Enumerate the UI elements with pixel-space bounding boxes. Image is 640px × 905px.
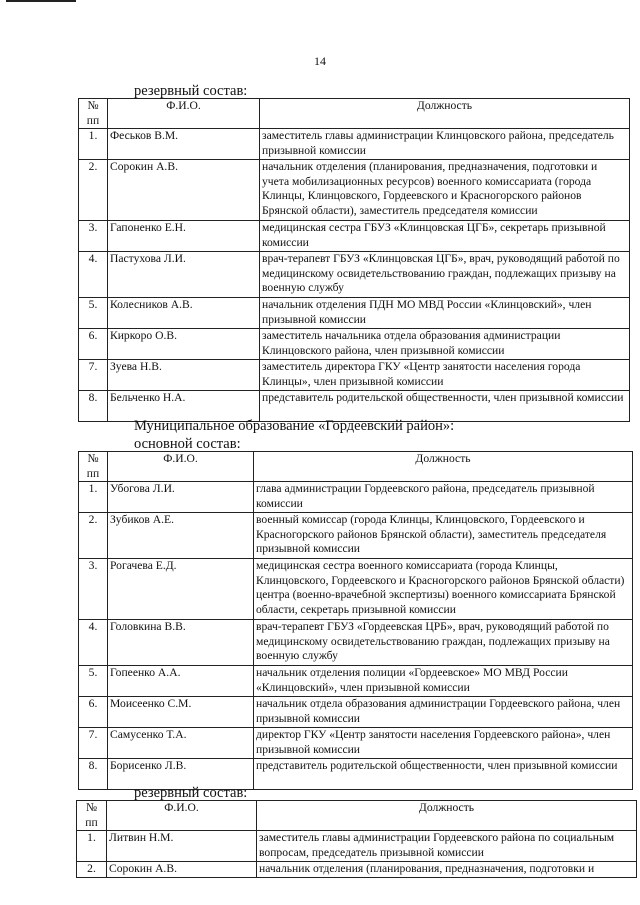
row-number: 2.	[79, 160, 108, 221]
row-name: Гапоненко Е.Н.	[108, 221, 260, 252]
table-row	[79, 482, 633, 513]
row-position: военный комиссар (города Клинцы, Клинцовского, Гордеевского и Красногорского районов Брянской области), заместитель председателя призывной комиссии	[254, 513, 633, 559]
row-position: заместитель директора ГКУ «Центр занятости населения города Клинцы», член призывной комиссии	[260, 360, 630, 391]
row-position: заместитель главы администрации Гордеевского района по социальным вопросам, председатель призывной комиссии	[257, 831, 637, 862]
row-number: 8.	[79, 391, 108, 422]
table-row	[79, 129, 630, 160]
table-row	[77, 862, 637, 878]
row-position: врач-терапевт ГБУЗ «Клинцовская ЦГБ», врач, руководящий работой по медицинскому освидетельствованию граждан, подлежащих призыву на военную службу	[260, 252, 630, 298]
col-header-position: Должность	[257, 801, 637, 831]
row-name: Сорокин А.В.	[107, 862, 257, 878]
row-name: Сорокин А.В.	[108, 160, 260, 221]
main-table	[78, 451, 633, 790]
row-name: Самусенко Т.А.	[108, 728, 254, 759]
row-position: представитель родительской общественности, член призывной комиссии	[254, 759, 633, 790]
table-row	[79, 666, 633, 697]
table-header-row	[79, 452, 633, 482]
section-heading-reserve: резервный состав:	[134, 83, 248, 99]
row-number: 5.	[79, 298, 108, 329]
row-name: Феськов В.М.	[108, 129, 260, 160]
row-name: Зубиков А.Е.	[108, 513, 254, 559]
table-row	[79, 221, 630, 252]
row-number: 1.	[79, 129, 108, 160]
row-position: начальник отделения ПДН МО МВД России «Клинцовский», член призывной комиссии	[260, 298, 630, 329]
reserve-table	[78, 98, 630, 422]
row-name: Гопеенко А.А.	[108, 666, 254, 697]
row-number: 4.	[79, 252, 108, 298]
row-number: 2.	[77, 862, 107, 878]
row-position: медицинская сестра военного комиссариата (города Клинцы, Клинцовского, Гордеевского и Красногорского районов Брянской области) центра (военно-врачебной экспертизы) военного комиссариата Брянской области, секретарь призывной комиссии	[254, 559, 633, 620]
row-name: Колесников А.В.	[108, 298, 260, 329]
municipality-title: Муниципальное образование «Гордеевский район»:	[134, 418, 455, 434]
section-heading-main: основной состав:	[134, 436, 241, 452]
row-number: 2.	[79, 513, 108, 559]
table-row	[79, 513, 633, 559]
row-name: Головкина В.В.	[108, 620, 254, 666]
row-number: 3.	[79, 221, 108, 252]
row-number: 5.	[79, 666, 108, 697]
col-header-num: № пп	[77, 801, 107, 831]
row-name: Рогачева Е.Д.	[108, 559, 254, 620]
row-position: начальник отделения полиции «Гордеевское» МО МВД России «Клинцовский», член призывной комиссии	[254, 666, 633, 697]
row-number: 8.	[79, 759, 108, 790]
row-position: заместитель начальника отдела образования администрации Клинцовского района, член призывной комиссии	[260, 329, 630, 360]
table-row	[79, 298, 630, 329]
row-name: Зуева Н.В.	[108, 360, 260, 391]
row-name: Борисенко Л.В.	[108, 759, 254, 790]
row-number: 4.	[79, 620, 108, 666]
table-row	[79, 620, 633, 666]
row-number: 3.	[79, 559, 108, 620]
row-position: начальник отдела образования администрации Гордеевского района, член призывной комиссии	[254, 697, 633, 728]
col-header-num: № пп	[79, 99, 108, 129]
row-number: 7.	[79, 728, 108, 759]
row-number: 1.	[77, 831, 107, 862]
reserve-table-2	[76, 800, 637, 878]
row-number: 6.	[79, 329, 108, 360]
row-name: Киркоро О.В.	[108, 329, 260, 360]
col-header-name: Ф.И.О.	[108, 99, 260, 129]
col-header-name: Ф.И.О.	[107, 801, 257, 831]
table-row	[79, 697, 633, 728]
row-position: начальник отделения (планирования, предназначения, подготовки и	[257, 862, 637, 878]
table-row	[79, 728, 633, 759]
row-name: Пастухова Л.И.	[108, 252, 260, 298]
table-row	[79, 160, 630, 221]
table-header-row	[77, 801, 637, 831]
col-header-position: Должность	[260, 99, 630, 129]
row-position: заместитель главы администрации Клинцовского района, председатель призывной комиссии	[260, 129, 630, 160]
row-position: начальник отделения (планирования, предназначения, подготовки и учета мобилизационных ресурсов) военного комиссариата (города Клинцы, Клинцовского, Гордеевского и Красногорского районов Брянской области), заместитель председателя комиссии	[260, 160, 630, 221]
table-row	[79, 391, 630, 422]
table-row	[79, 559, 633, 620]
col-header-name: Ф.И.О.	[108, 452, 254, 482]
table-row	[77, 831, 637, 862]
row-position: врач-терапевт ГБУЗ «Гордеевская ЦРБ», врач, руководящий работой по медицинскому освидетельствованию граждан, подлежащих призыву на военную службу	[254, 620, 633, 666]
table-header-row	[79, 99, 630, 129]
row-name: Моисеенко С.М.	[108, 697, 254, 728]
row-name: Литвин Н.М.	[107, 831, 257, 862]
table-row	[79, 329, 630, 360]
section-heading-reserve-2: резервный состав:	[134, 785, 248, 801]
page-number: 14	[314, 54, 326, 68]
row-number: 1.	[79, 482, 108, 513]
row-position: представитель родительской общественности, член призывной комиссии	[260, 391, 630, 422]
col-header-num: № пп	[79, 452, 108, 482]
top-rule	[6, 0, 76, 2]
row-position: глава администрации Гордеевского района, председатель призывной комиссии	[254, 482, 633, 513]
row-number: 6.	[79, 697, 108, 728]
row-position: медицинская сестра ГБУЗ «Клинцовская ЦГБ», секретарь призывной комиссии	[260, 221, 630, 252]
col-header-position: Должность	[254, 452, 633, 482]
table-row	[79, 252, 630, 298]
table-row	[79, 360, 630, 391]
row-number: 7.	[79, 360, 108, 391]
row-position: директор ГКУ «Центр занятости населения Гордеевского района», член призывной комиссии	[254, 728, 633, 759]
row-name: Бельченко Н.А.	[108, 391, 260, 422]
row-name: Убогова Л.И.	[108, 482, 254, 513]
